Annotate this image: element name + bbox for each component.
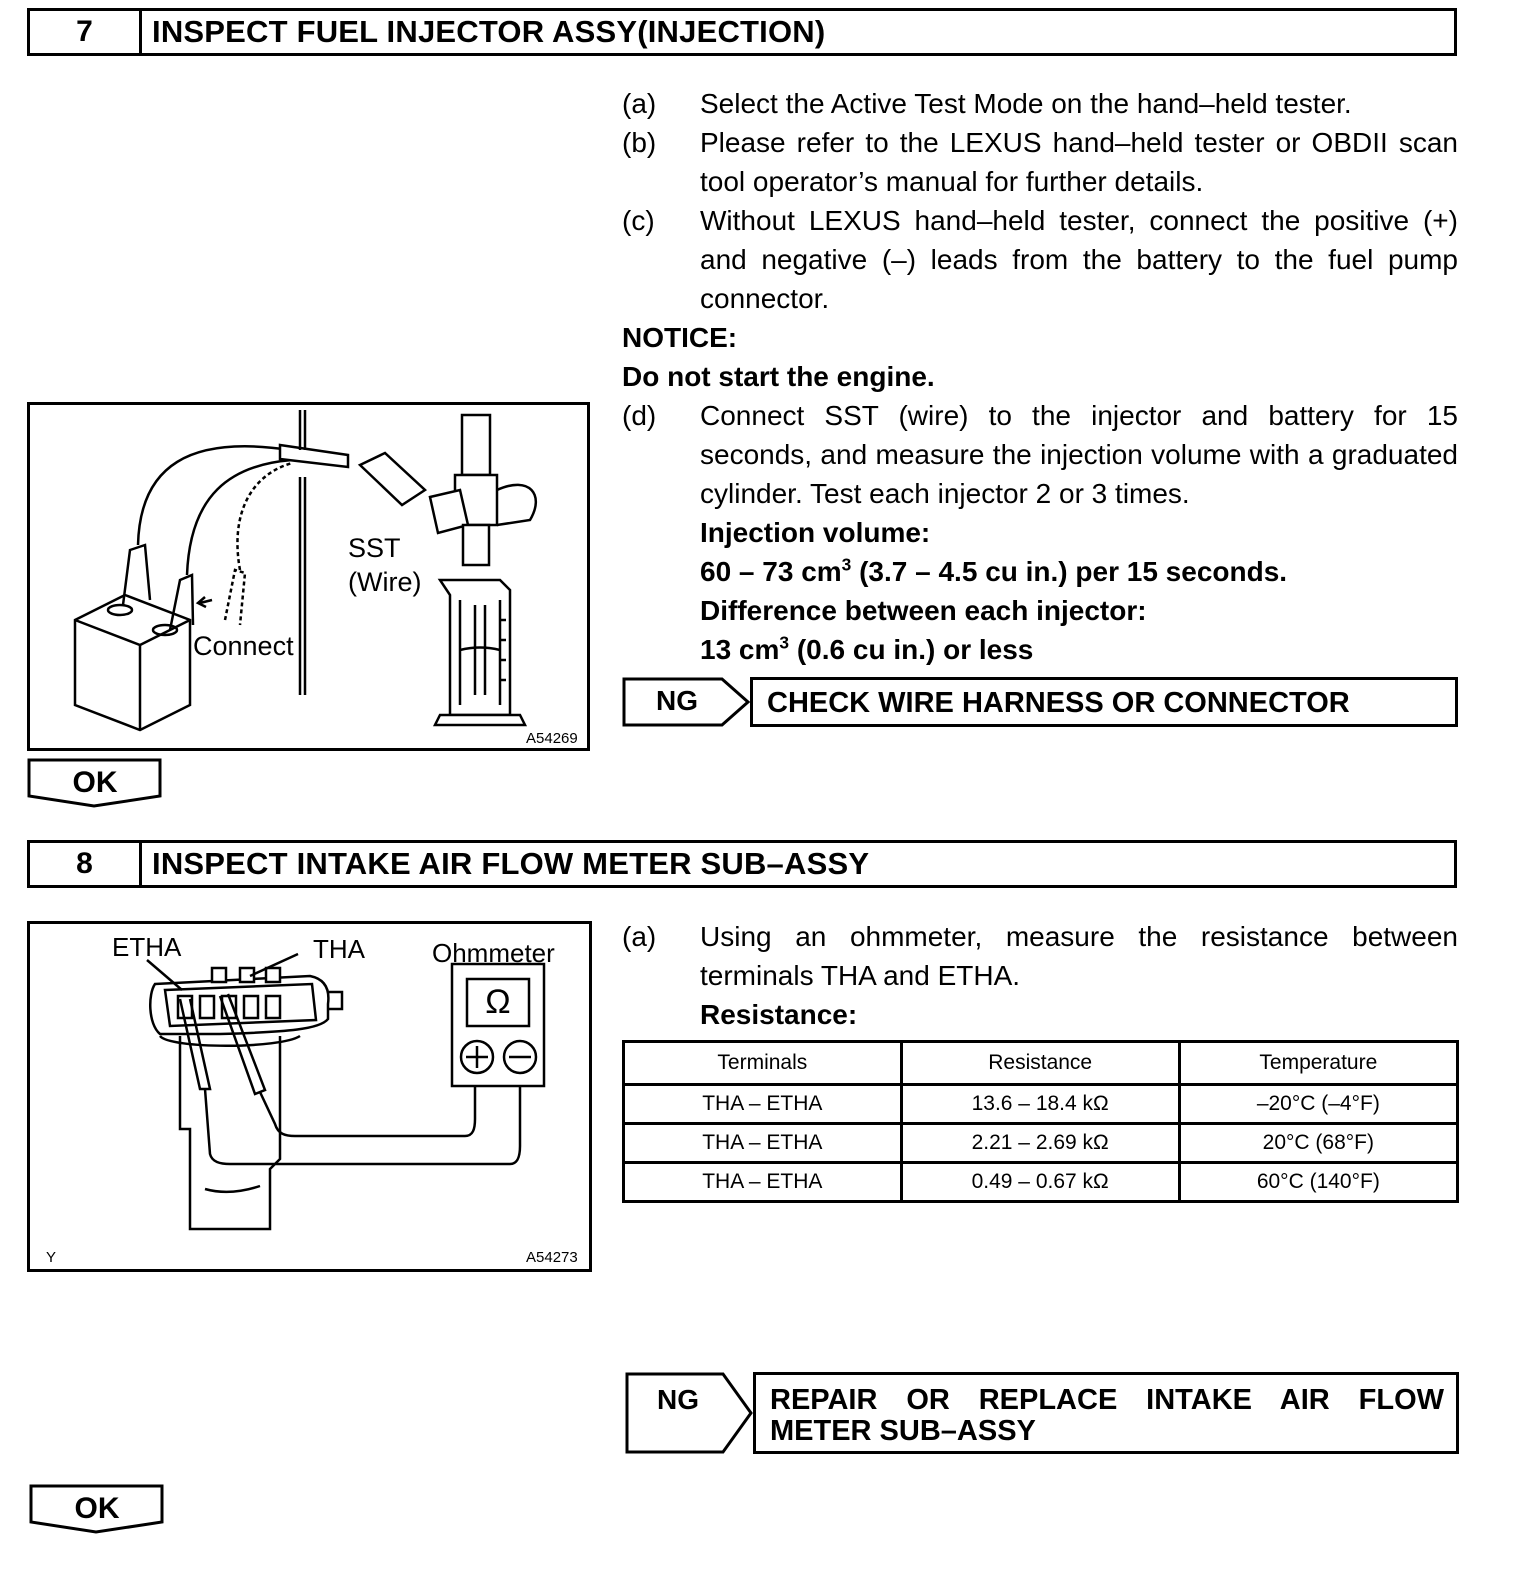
notice-heading: NOTICE: (622, 322, 738, 353)
etha-label: ETHA (112, 932, 182, 962)
wire-label: (Wire) (348, 567, 422, 597)
figure-id: A54269 (526, 730, 578, 747)
ng-result-text (753, 1372, 1459, 1454)
table-cell: 0.49 – 0.67 kΩ (901, 1163, 1179, 1202)
notice-text: Do not start the engine. (622, 361, 935, 392)
injection-volume-label: Injection volume: (700, 517, 931, 548)
table-header-row (624, 1042, 1458, 1085)
table-row (624, 1163, 1458, 1202)
resistance-table (622, 1040, 1459, 1203)
section-number: 8 (30, 843, 142, 885)
ng-result-text: CHECK WIRE HARNESS OR CONNECTOR (750, 677, 1458, 727)
step-label: (b) (622, 127, 657, 158)
step-text: Please refer to the LEXUS hand–held tester or OBDII scan tool operator’s manual for further details. (700, 127, 1458, 197)
table-row (624, 1124, 1458, 1163)
step-text: Select the Active Test Mode on the hand–held tester. (700, 88, 1352, 119)
connect-label: Connect (193, 631, 294, 661)
resistance-label: Resistance: (700, 999, 858, 1030)
difference-value: 13 $cm^3$ (0.6 cu in.) or less (700, 632, 1034, 665)
ng-result-row (625, 1372, 1459, 1454)
table-cell: THA – ETHA (624, 1124, 902, 1163)
ok-indicator (27, 758, 163, 808)
table-cell: 2.21 – 2.69 kΩ (901, 1124, 1179, 1163)
section-7-header (27, 8, 1457, 56)
section-title: INSPECT FUEL INJECTOR ASSY(INJECTION) (152, 14, 826, 49)
step-text: Without LEXUS hand–held tester, connect the positive (+) and negative (–) leads from the battery to the fuel pump connector. (700, 205, 1458, 314)
step-label: (d) (622, 400, 657, 431)
ohmmeter-test-illustration (30, 924, 589, 1269)
table-cell: 13.6 – 18.4 kΩ (901, 1085, 1179, 1124)
step-text: Using an ohmmeter, measure the resistance between terminals THA and ETHA. (700, 921, 1458, 991)
tha-label: THA (313, 934, 365, 964)
difference-label: Difference between each injector: (700, 595, 1147, 626)
ng-result-row (622, 677, 1458, 727)
ok-label: OK (72, 766, 118, 799)
table-cell: –20°C (–4°F) (1179, 1085, 1457, 1124)
table-row (624, 1085, 1458, 1124)
step-text: Connect SST (wire) to the injector and battery for 15 seconds, and measure the injection volume with a graduated cylinder. Test each injector 2 or 3 times. (700, 400, 1458, 509)
ng-label: NG (657, 1384, 699, 1415)
injector-test-illustration (30, 405, 587, 748)
ng-result-line-2: METER SUB–ASSY (770, 1415, 1036, 1447)
table-cell: 20°C (68°F) (1179, 1124, 1457, 1163)
figure-id: A54273 (526, 1249, 578, 1266)
step-label: (a) (622, 921, 657, 952)
figure-air-flow-meter (27, 921, 592, 1272)
table-header: Terminals (624, 1042, 902, 1085)
ok-label: OK (74, 1492, 120, 1525)
table-cell: THA – ETHA (624, 1085, 902, 1124)
figure-fuel-injector (27, 402, 590, 751)
figure-corner-mark: Y (46, 1249, 57, 1266)
sst-label: SST (348, 533, 401, 563)
ohmmeter-label: Ohmmeter (432, 938, 555, 968)
table-cell: 60°C (140°F) (1179, 1163, 1457, 1202)
section-number: 7 (30, 11, 142, 53)
table-header: Temperature (1179, 1042, 1457, 1085)
table-cell: THA – ETHA (624, 1163, 902, 1202)
table-header: Resistance (901, 1042, 1179, 1085)
step-label: (a) (622, 88, 657, 119)
ng-label: NG (656, 685, 698, 716)
ng-result-line-1: REPAIR OR REPLACE INTAKE AIR FLOW (770, 1384, 1444, 1416)
section-8-header (27, 840, 1457, 888)
injection-volume-value: 60 – 73 $cm^3$ (3.7 – 4.5 cu in.) per 15 seconds. (700, 554, 1288, 587)
omega-icon: Ω (485, 983, 511, 1021)
step-label: (c) (622, 205, 655, 236)
ok-indicator (29, 1484, 165, 1534)
section-title: INSPECT INTAKE AIR FLOW METER SUB–ASSY (152, 846, 870, 881)
